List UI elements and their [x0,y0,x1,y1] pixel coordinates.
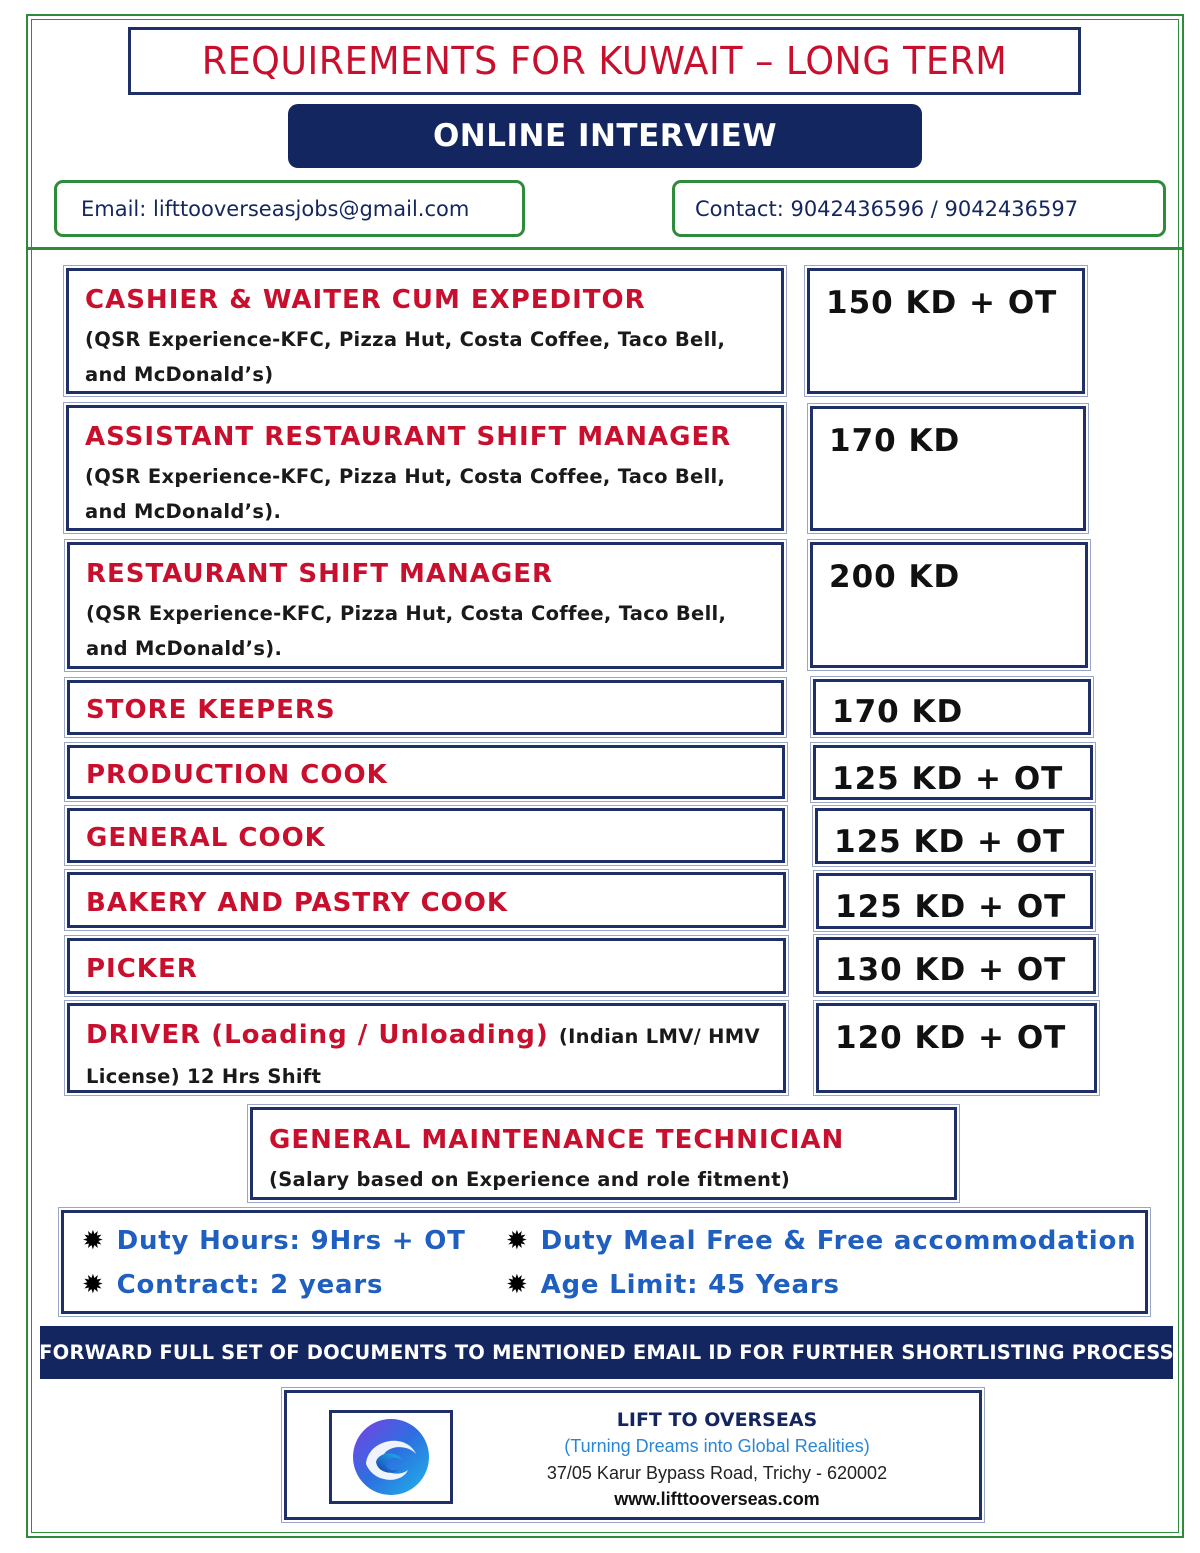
salary-box [816,1003,1097,1093]
benefit-text: Age Limit: 45 Years [540,1270,840,1300]
job-title: BAKERY AND PASTRY COOK [86,888,509,918]
job-requirement: and McDonald’s). [86,637,283,660]
benefit-meal-accommodation [506,1226,1136,1256]
salary: 130 KD + OT [835,952,1067,988]
job-row [67,938,786,994]
swirl-logo-icon [346,1414,436,1500]
contact-text[interactable]: Contact: 9042436596 / 9042436597 [695,196,1079,221]
job-title: ASSISTANT RESTAURANT SHIFT MANAGER [85,422,732,452]
job-requirement: (QSR Experience-KFC, Pizza Hut, Costa Coffee, Taco Bell, [86,602,727,625]
starburst-bullet-icon: ✹ [506,1270,529,1300]
job-row [66,268,784,394]
salary-box [807,268,1085,394]
job-row [67,680,784,735]
benefit-age-limit [506,1270,840,1300]
job-title: PICKER [86,954,198,984]
divider [28,247,1182,250]
job-title: GENERAL MAINTENANCE TECHNICIAN [269,1125,845,1155]
benefits-box [61,1210,1148,1314]
email-text[interactable]: Email: lifttooverseasjobs@gmail.com [81,196,470,221]
job-row [66,405,784,531]
maintenance-box [250,1107,957,1200]
interview-mode-banner [288,104,922,168]
salary-box [810,406,1086,531]
job-row [67,872,786,928]
benefit-contract [82,1270,383,1300]
job-requirement: License) 12 Hrs Shift [86,1065,322,1088]
job-requirement: (QSR Experience-KFC, Pizza Hut, Costa Coffee, Taco Bell, [85,465,726,488]
salary: 170 KD [829,423,961,459]
salary-box [813,745,1093,800]
job-requirement: (QSR Experience-KFC, Pizza Hut, Costa Coffee, Taco Bell, [85,328,726,351]
company-footer [284,1390,982,1520]
job-row [67,745,785,799]
salary: 125 KD + OT [835,889,1067,925]
benefit-text: Contract: 2 years [116,1270,384,1300]
email-box[interactable] [54,180,525,237]
company-name: LIFT TO OVERSEAS [616,1409,818,1431]
driver-license-note: (Indian LMV/ HMV [558,1025,760,1048]
job-row [67,1003,786,1093]
job-title: PRODUCTION COOK [86,760,388,790]
salary-note: (Salary based on Experience and role fitment) [269,1168,791,1191]
starburst-bullet-icon: ✹ [506,1226,529,1256]
forward-notice-banner [40,1326,1173,1379]
page-title: REQUIREMENTS FOR KUWAIT – LONG TERM [201,39,1008,83]
salary-box [816,873,1093,929]
benefit-duty-hours [82,1226,466,1256]
salary: 125 KD + OT [832,761,1064,797]
salary: 150 KD + OT [826,285,1058,321]
salary-box [813,679,1091,735]
job-title: RESTAURANT SHIFT MANAGER [86,559,554,589]
company-website-link[interactable]: www.lifttooverseas.com [614,1489,820,1509]
job-title: STORE KEEPERS [86,695,336,725]
driver-title: DRIVER (Loading / Unloading) [86,1020,549,1050]
forward-notice-text: FORWARD FULL SET OF DOCUMENTS TO MENTIONED EMAIL ID FOR FURTHER SHORTLISTING PROCESS [39,1341,1174,1364]
starburst-bullet-icon: ✹ [82,1226,105,1256]
salary-box [816,937,1096,994]
company-address: 37/05 Karur Bypass Road, Trichy - 620002 [546,1463,888,1483]
interview-mode-label: ONLINE INTERVIEW [432,118,778,154]
company-logo [329,1410,453,1504]
job-title: CASHIER & WAITER CUM EXPEDITOR [85,285,646,315]
company-tagline: (Turning Dreams into Global Realities) [564,1436,870,1456]
benefit-text: Duty Meal Free & Free accommodation [540,1226,1137,1256]
salary: 170 KD [832,694,964,730]
job-requirement: and McDonald’s) [85,363,274,386]
salary: 120 KD + OT [835,1020,1067,1056]
job-requirement: and McDonald’s). [85,500,282,523]
starburst-bullet-icon: ✹ [82,1270,105,1300]
job-row [67,808,785,863]
job-title [86,1020,760,1050]
salary-box [810,542,1088,668]
contact-box[interactable] [672,180,1166,237]
salary: 200 KD [829,559,961,595]
benefit-text: Duty Hours: 9Hrs + OT [116,1226,466,1256]
job-title: GENERAL COOK [86,823,326,853]
salary-box [815,808,1093,864]
title-box [128,27,1081,95]
salary: 125 KD + OT [834,824,1066,860]
job-row [67,542,784,669]
